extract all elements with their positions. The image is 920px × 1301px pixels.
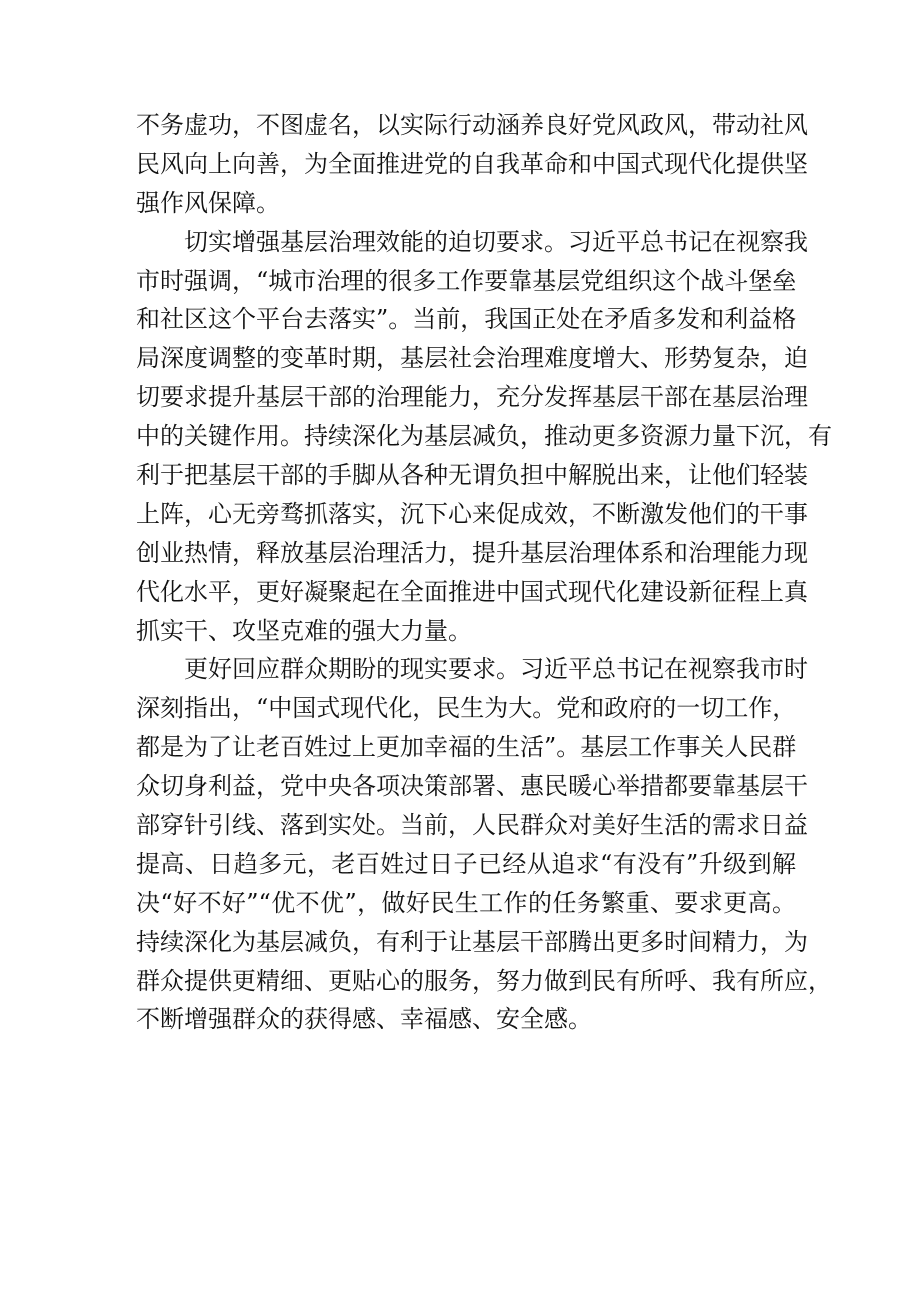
text-line: 群众提供更精细、更贴心的服务，努力做到民有所呼、我有所应， bbox=[136, 966, 832, 995]
text-line: 创业热情，释放基层治理活力，提升基层治理体系和治理能力现 bbox=[136, 538, 808, 567]
paragraph bbox=[136, 223, 832, 651]
text-line: 众切身利益，党中央各项决策部署、惠民暖心举措都要靠基层干 bbox=[136, 772, 808, 801]
text-line: 不务虚功，不图虚名，以实际行动涵养良好党风政风，带动社风 bbox=[136, 111, 808, 139]
text-line: 持续深化为基层减负，有利于让基层干部腾出更多时间精力，为 bbox=[136, 927, 808, 956]
text-line: 部穿针引线、落到实处。当前，人民群众对美好生活的需求日益 bbox=[136, 811, 808, 840]
text-line: 更好回应群众期盼的现实要求。习近平总书记在视察我市时 bbox=[184, 655, 808, 684]
text-line: 深刻指出，“中国式现代化，民生为大。党和政府的一切工作， bbox=[136, 694, 797, 723]
text-line: 提高、日趋多元，老百姓过日子已经从追求“有没有”升级到解 bbox=[136, 849, 796, 878]
text-line: 代化水平，更好凝聚起在全面推进中国式现代化建设新征程上真 bbox=[136, 577, 808, 606]
text-line: 切要求提升基层干部的治理能力，充分发挥基层干部在基层治理 bbox=[136, 383, 808, 412]
text-line: 切实增强基层治理效能的迫切要求。习近平总书记在视察我 bbox=[184, 227, 808, 256]
text-line: 局深度调整的变革时期，基层社会治理难度增大、形势复杂，迫 bbox=[136, 344, 808, 373]
text-line: 都是为了让老百姓过上更加幸福的生活”。基层工作事关人民群 bbox=[136, 733, 797, 762]
text-line: 不断增强群众的获得感、幸福感、安全感。 bbox=[136, 1005, 592, 1034]
paragraph bbox=[136, 650, 832, 1039]
text-line: 民风向上向善，为全面推进党的自我革命和中国式现代化提供坚 bbox=[136, 149, 808, 178]
text-line: 和社区这个平台去落实”。当前，我国正处在矛盾多发和利益格 bbox=[136, 305, 797, 334]
text-line: 中的关键作用。持续深化为基层减负，推动更多资源力量下沉，有 bbox=[136, 422, 832, 451]
document-body bbox=[136, 106, 832, 1039]
text-line: 市时强调，“城市治理的很多工作要靠基层党组织这个战斗堡垒 bbox=[136, 266, 797, 295]
text-line: 上阵，心无旁骛抓落实，沉下心来促成效，不断激发他们的干事 bbox=[136, 499, 808, 528]
text-line: 决“好不好”“优不优”，做好民生工作的任务繁重、要求更高。 bbox=[136, 888, 796, 917]
text-line: 利于把基层干部的手脚从各种无谓负担中解脱出来，让他们轻装 bbox=[136, 461, 808, 490]
text-line: 强作风保障。 bbox=[136, 188, 280, 217]
text-line: 抓实干、攻坚克难的强大力量。 bbox=[136, 616, 472, 645]
paragraph bbox=[136, 106, 808, 223]
